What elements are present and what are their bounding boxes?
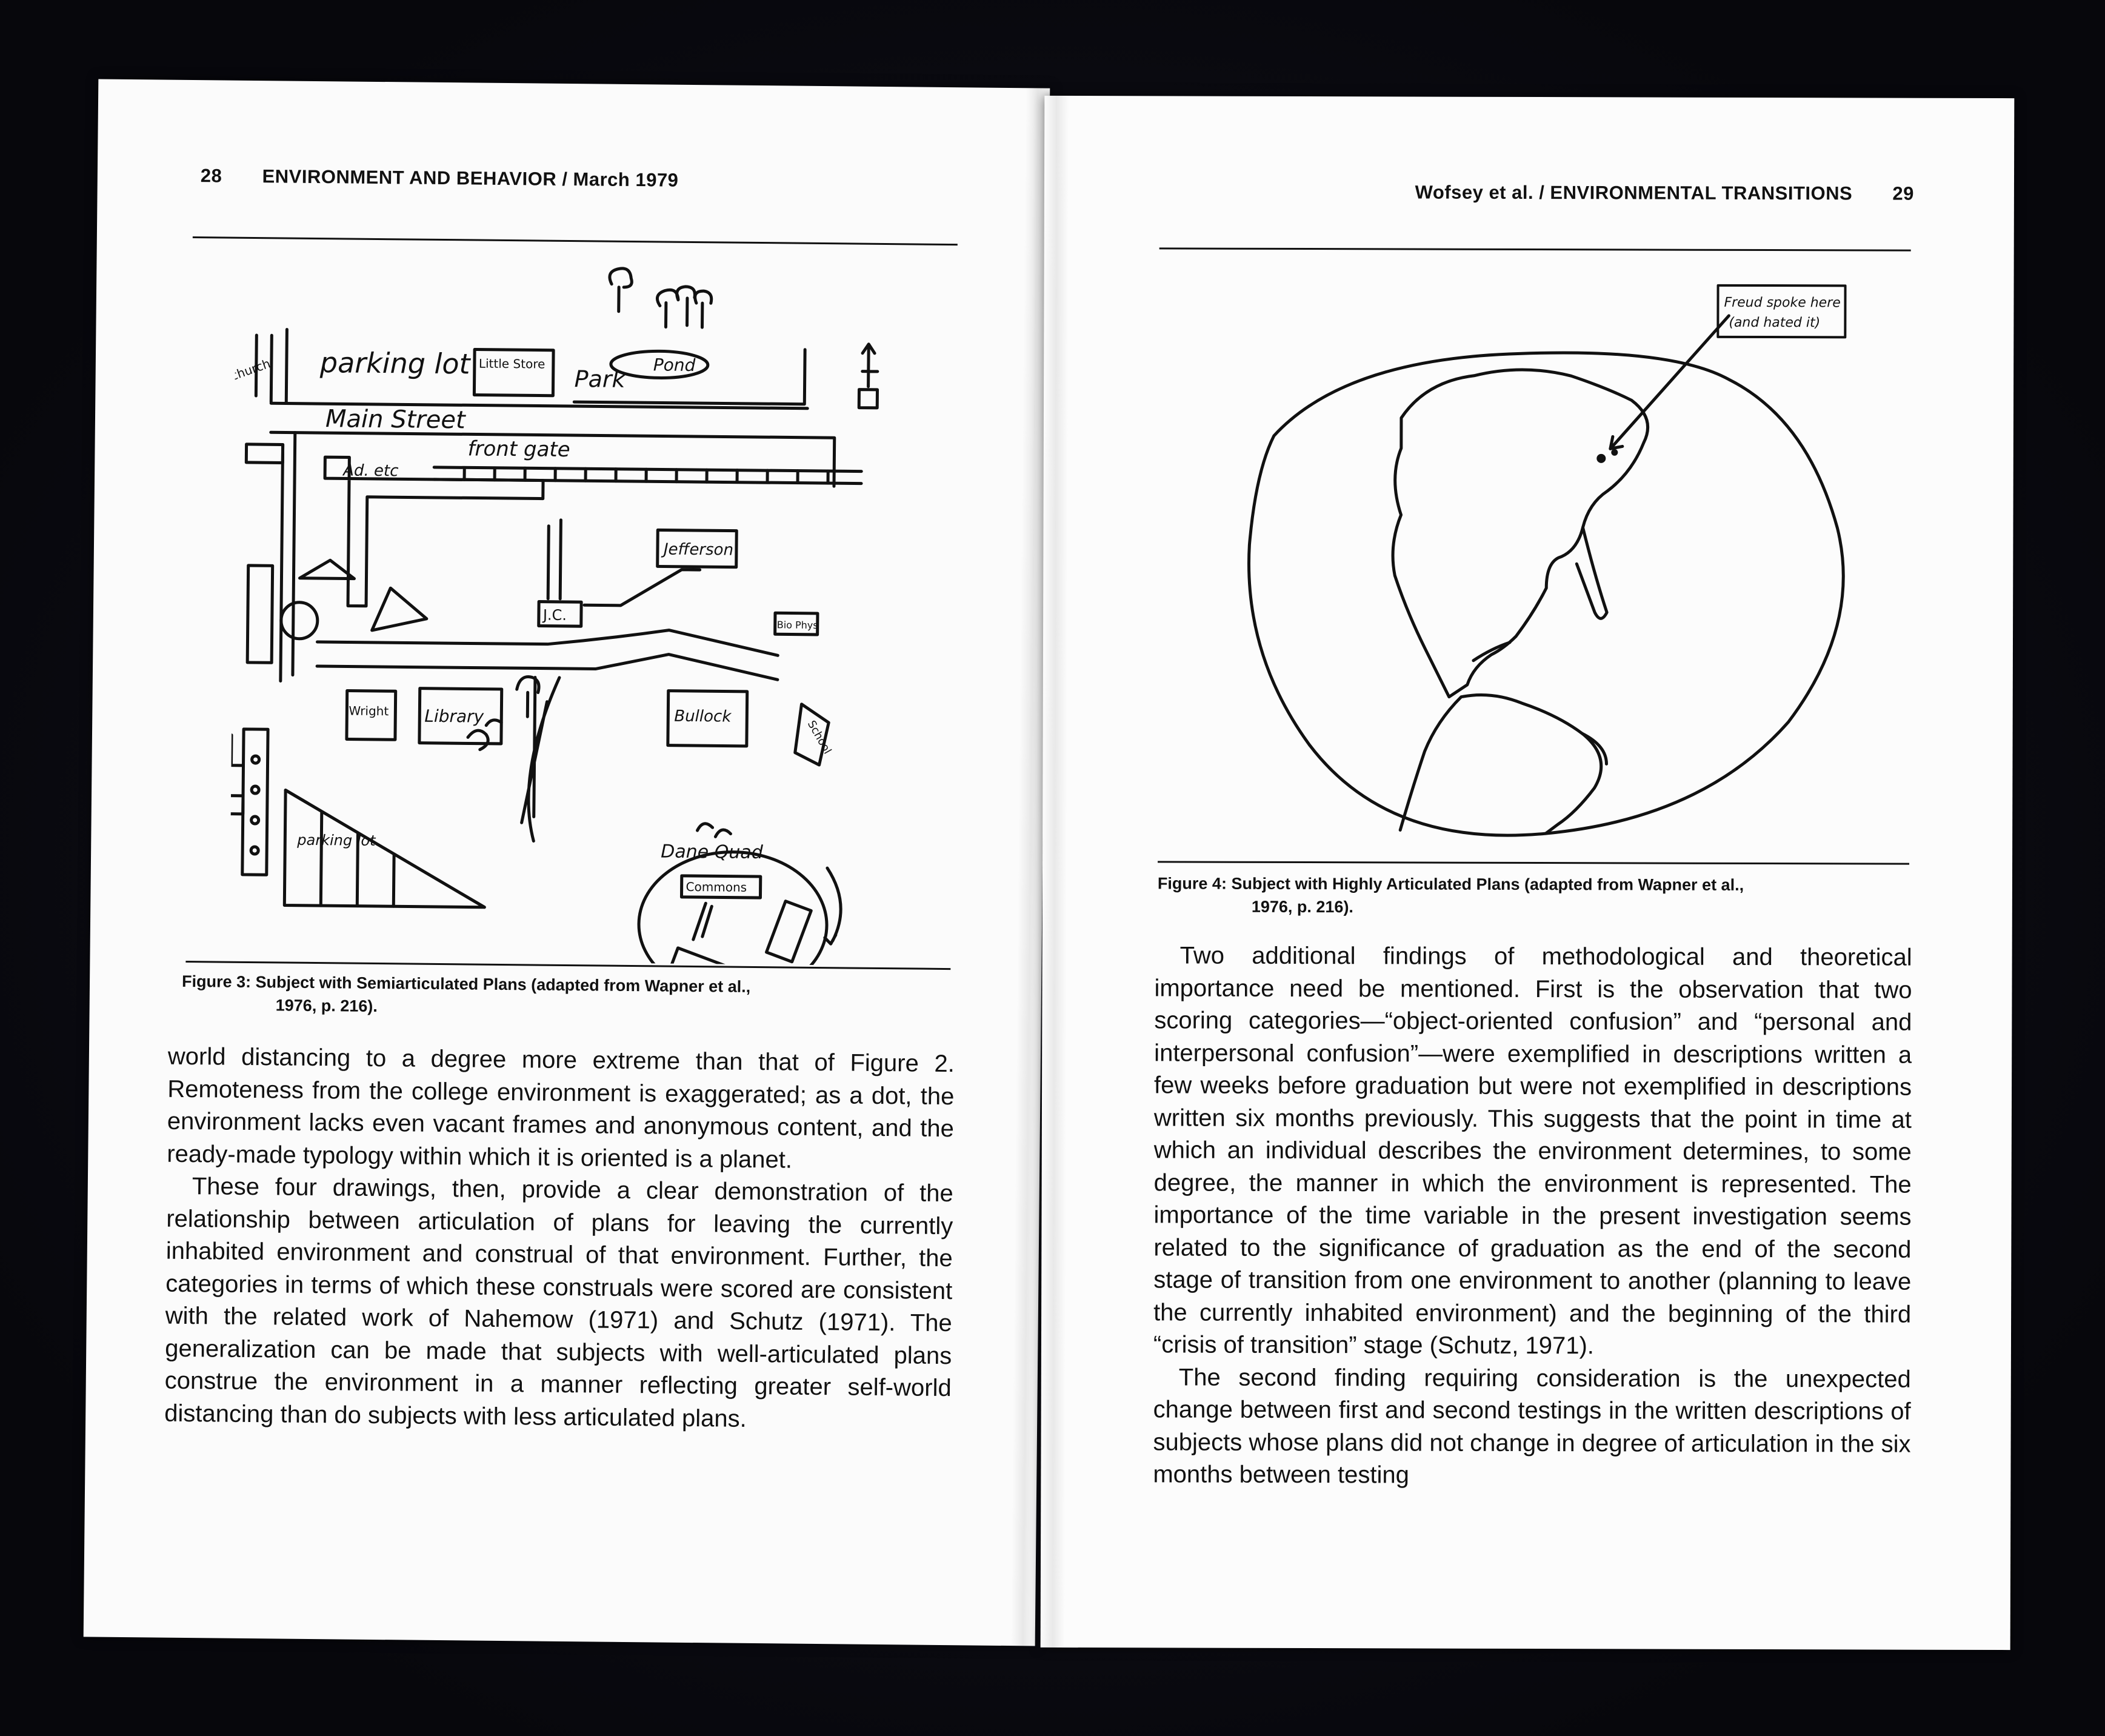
left-paragraph-1: world distancing to a degree more extreme than that of Figure 2. Remoteness from the college environment is exaggerated; as a dot, the environment lacks even vacant frames and anonymous content, and the ready-made typology within which it is oriented is a planet. — [167, 1043, 955, 1173]
map-label-jc: J.C. — [542, 606, 567, 624]
globe-note-line-2: (and hated it) — [1729, 315, 1821, 331]
globe-note-line-1: Freud spoke here — [1724, 295, 1841, 311]
right-page-number: 29 — [1892, 182, 1914, 204]
globe-outline — [1248, 352, 1844, 836]
map-label-parking-lot: parking lot — [319, 346, 470, 381]
map-label-bio-phys: Bio Phys — [776, 619, 818, 631]
left-paragraph-2: These four drawings, then, provide a clear demonstration of the relationship between articulation of plans for leaving the currently inhabited environment and construal of that environment. Further, the categories in terms of which these construals were scored are consistent with the related work of Nahemow (1971) and Schutz (1971). The generalization can be made that subjects with well-articulated plans construe the environment in a manner reflecting greater self-world distancing than do subjects with less articulated plans. — [164, 1173, 953, 1432]
right-running-title: Wofsey et al. / ENVIRONMENTAL TRANSITIONS — [1415, 181, 1853, 204]
map-label-jefferson: Jefferson — [663, 540, 734, 559]
figure-4-globe — [1206, 272, 1923, 856]
continent-north-america — [1392, 369, 1647, 697]
figure-4-caption — [1158, 872, 1912, 920]
map-label-main-street: Main Street — [325, 405, 465, 435]
left-body-text — [164, 1041, 955, 1437]
map-label-dane-quad: Dane Quad — [661, 841, 763, 864]
figure-4-caption-text-2: 1976, p. 216). — [1251, 897, 1354, 916]
left-page-number: 28 — [200, 165, 222, 187]
right-header-rule — [1159, 247, 1911, 251]
continent-south-america — [1400, 695, 1601, 833]
figure-4-caption-label: Figure 4: — [1157, 874, 1227, 893]
right-body-text — [1153, 940, 1912, 1493]
right-running-head — [1415, 182, 1914, 205]
figure-3-caption-text: Subject with Semiarticulated Plans (adapted from Wapner et al., — [255, 973, 751, 996]
right-paragraph-2: The second finding requiring consideration is the unexpected change between first and second testings in the written descriptions of subjects whose plans did not change in degree of articulation in the six months between testing — [1153, 1363, 1911, 1489]
map-label-school: School — [804, 718, 834, 756]
map-label-bullock: Bullock — [674, 707, 732, 726]
map-label-commons: Commons — [686, 879, 747, 895]
figure-4-bottom-rule — [1158, 861, 1909, 864]
left-page — [84, 79, 1050, 1646]
left-journal-title: ENVIRONMENT AND BEHAVIOR / March 1979 — [262, 165, 679, 191]
map-label-church: church — [229, 356, 273, 384]
left-header-rule — [193, 236, 958, 245]
map-label-front-gate: front gate — [467, 436, 570, 462]
right-page — [1041, 96, 2015, 1650]
figure-4-caption-text: Subject with Highly Articulated Plans (adapted from Wapner et al., — [1231, 874, 1744, 894]
figure-3-caption — [182, 970, 955, 1023]
left-running-head — [201, 165, 679, 192]
figure-3-caption-text-2: 1976, p. 216). — [275, 996, 378, 1016]
map-label-little-store: Little Store — [478, 356, 545, 372]
map-label-parking-lot-bottom: parking lot — [297, 831, 376, 849]
map-label-wright: Wright — [349, 703, 389, 719]
map-label-park: Park — [574, 366, 625, 393]
figure-3-caption-label: Figure 3: — [181, 972, 252, 992]
map-label-pond: Pond — [653, 355, 696, 376]
map-label-ad-etc: Ad. etc — [343, 461, 399, 481]
figure-3-campus-map — [229, 262, 896, 966]
right-paragraph-1: Two additional findings of methodological and theoretical importance need be mentioned. First is the observation that two scoring categories—“object-oriented confusion” and “personal and interpersonal confusion”—were exemplified in descriptions written a few weeks before graduation but were not exemplified in descriptions written six months previously. This suggests that the point in time at which an individual describes the environment determines, to some degree, the manner in which the environment is represented. The importance of the time variable in the present investigation seems related to the significance of graduation as the end of the second stage of transition from one environment to another (planning to leave the currently inhabited environment) and the beginning of the third “crisis of transition” stage (Schutz, 1971). — [1153, 942, 1912, 1360]
map-label-library: Library — [424, 706, 484, 727]
tree-icon — [609, 269, 712, 328]
page-gutter-shadow — [1041, 96, 1069, 1648]
